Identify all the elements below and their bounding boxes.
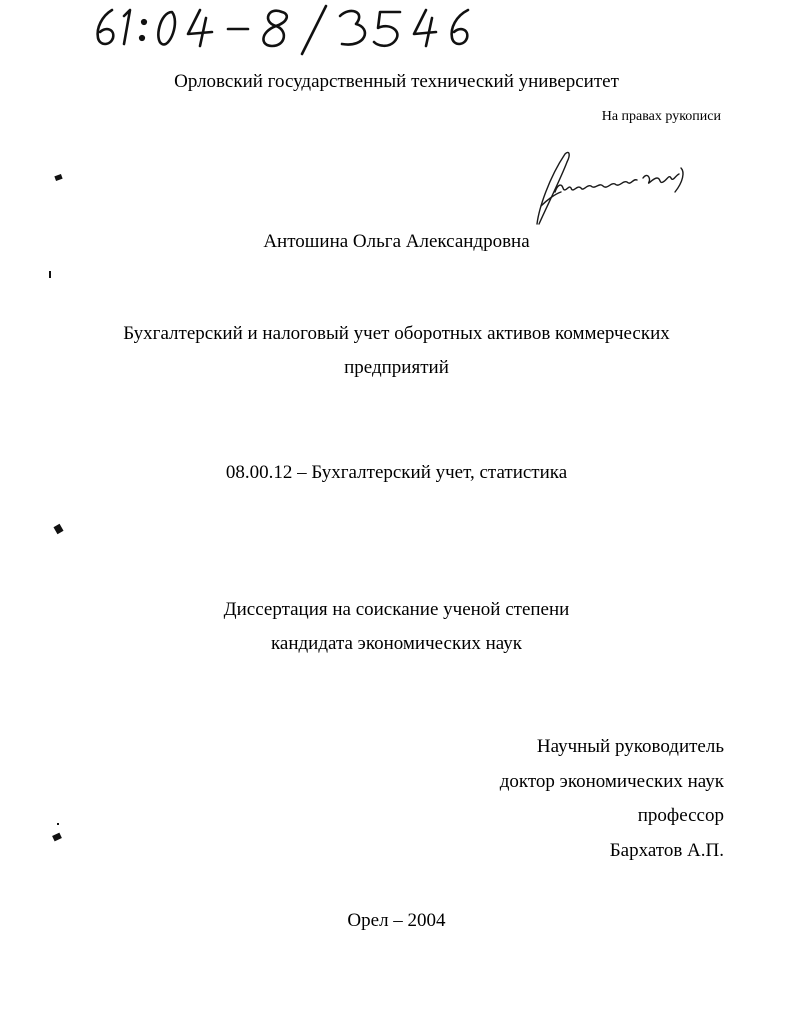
author-signature [525,148,700,230]
scan-mark [57,823,59,825]
scan-mark [54,174,62,181]
manuscript-note: На правах рукописи [601,109,721,124]
supervisor-name: Бархатов А.П. [609,840,724,861]
scan-mark [53,524,63,534]
author-signature-drawing [525,148,700,230]
handwritten-catalog-number-drawing [90,2,490,60]
title-line-1: Бухгалтерский и налоговый учет оборотных активов коммерческих [123,323,670,344]
supervisor-role: Научный руководитель [536,736,724,757]
author-name: Антошина Ольга Александровна [263,231,530,252]
city-year: Орел – 2004 [347,910,446,931]
title-line-2: предприятий [344,357,449,378]
dissertation-line-1: Диссертация на соискание ученой степени [223,599,570,620]
university-name: Орловский государственный технический университет [174,71,619,92]
dissertation-line-2: кандидата экономических наук [270,633,523,654]
handwritten-catalog-number [90,2,490,60]
specialty-code: 08.00.12 – Бухгалтерский учет, статистика [225,462,568,483]
supervisor-rank: профессор [637,805,724,826]
scan-mark [52,833,62,842]
scan-mark [49,271,51,278]
supervisor-degree: доктор экономических наук [499,771,724,792]
